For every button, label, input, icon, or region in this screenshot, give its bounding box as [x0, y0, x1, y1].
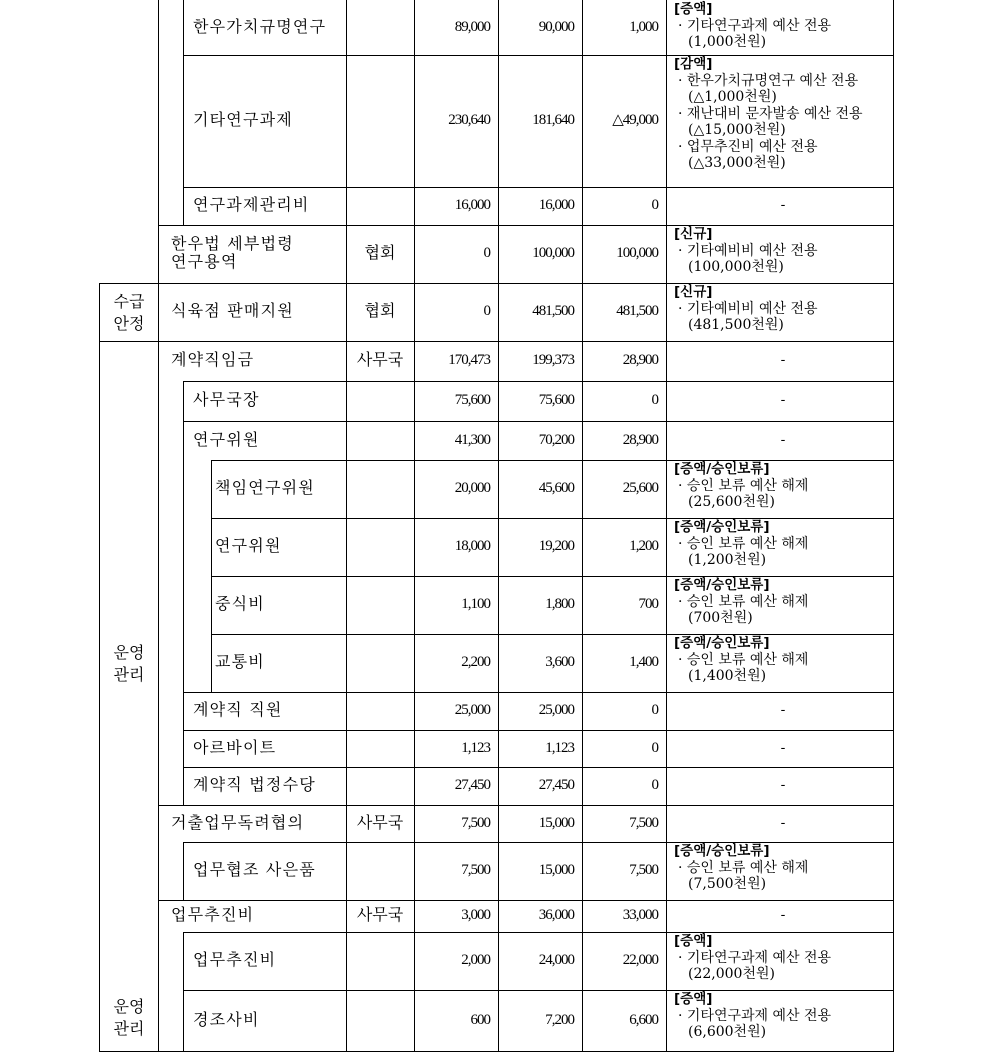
grid-vline — [158, 0, 159, 1052]
prev-amount: 75,600 — [454, 392, 490, 408]
diff-amount: 1,000 — [629, 18, 658, 35]
item-name: 사무국장 — [193, 390, 260, 409]
prev-amount: 170,473 — [448, 352, 490, 368]
note-empty: - — [780, 907, 786, 923]
note-line: · 한우가치규명연구 예산 전용 — [678, 72, 859, 89]
note-empty: - — [780, 702, 786, 718]
note-line: · 재난대비 문자발송 예산 전용 — [678, 105, 863, 122]
note-line: (△33,000천원) — [688, 155, 786, 171]
note-tag: [증액/승인보류] — [674, 519, 770, 535]
diff-amount: 481,500 — [616, 303, 658, 319]
current-amount: 7,200 — [545, 1012, 574, 1028]
prev-amount: 27,450 — [454, 777, 490, 793]
grid-hline — [183, 692, 894, 693]
note-empty: - — [780, 197, 786, 213]
note-tag: [증액] — [674, 933, 713, 949]
category-label: 운영 관리 — [113, 997, 145, 1038]
diff-amount: 6,600 — [629, 1012, 658, 1028]
prev-amount: 25,000 — [454, 702, 490, 718]
prev-amount: 2,200 — [461, 654, 490, 670]
item-name: 업무추진비 — [193, 950, 277, 969]
diff-amount: 28,900 — [622, 352, 658, 368]
grid-hline — [158, 805, 894, 806]
note-line: · 기타연구과제 예산 전용 — [678, 949, 832, 966]
current-amount: 90,000 — [538, 18, 574, 35]
current-amount: 19,200 — [538, 538, 574, 554]
current-amount: 15,000 — [538, 862, 574, 878]
current-amount: 100,000 — [532, 245, 574, 261]
note-empty: - — [780, 814, 786, 831]
diff-amount: 1,200 — [629, 538, 658, 554]
note-line: · 승인 보류 예산 해제 — [678, 859, 809, 876]
grid-vline — [582, 0, 583, 1052]
prev-amount: 18,000 — [454, 538, 490, 554]
item-name: 계약직 법정수당 — [193, 775, 316, 794]
item-name: 연구위원 — [193, 429, 260, 449]
note-cell — [674, 577, 892, 627]
note-empty: - — [780, 777, 786, 793]
grid-vline — [498, 0, 499, 1052]
diff-amount: 0 — [651, 392, 658, 408]
note-line: (481,500천원) — [688, 317, 784, 333]
grid-vline — [346, 0, 347, 1052]
org-cell: 협회 — [364, 243, 396, 262]
current-amount: 15,000 — [538, 814, 574, 831]
note-line: (△1,000천원) — [688, 89, 777, 105]
item-name: 경조사비 — [193, 1010, 260, 1029]
grid-hline — [183, 421, 894, 422]
item-name: 업무추진비 — [171, 905, 255, 924]
current-amount: 36,000 — [538, 907, 574, 923]
current-amount: 199,373 — [532, 352, 574, 368]
category-label: 운영 관리 — [113, 643, 145, 684]
note-cell — [674, 226, 892, 276]
grid-vline — [183, 842, 184, 900]
current-amount: 45,600 — [538, 480, 574, 496]
current-amount: 1,123 — [545, 739, 574, 756]
note-cell — [674, 843, 892, 893]
note-tag: [증액] — [674, 991, 713, 1007]
note-line: · 승인 보류 예산 해제 — [678, 651, 809, 668]
note-tag: [신규] — [674, 284, 713, 300]
diff-amount: 0 — [651, 702, 658, 718]
note-line: · 업무추진비 예산 전용 — [678, 138, 818, 155]
note-line: · 승인 보류 예산 해제 — [678, 535, 809, 552]
grid-vline — [414, 0, 415, 1052]
diff-amount: 25,600 — [622, 480, 658, 496]
note-line: · 승인 보류 예산 해제 — [678, 593, 809, 610]
note-cell — [674, 991, 892, 1041]
grid-vline — [183, 0, 184, 225]
prev-amount: 2,000 — [461, 952, 490, 968]
prev-amount: 1,123 — [461, 739, 490, 756]
item-name: 한우법 세부법령 연구용역 — [171, 234, 294, 271]
note-cell — [674, 56, 892, 172]
note-line: (6,600천원) — [688, 1024, 767, 1040]
note-empty: - — [780, 739, 786, 756]
item-name: 거출업무독려협의 — [171, 812, 305, 832]
current-amount: 16,000 — [538, 197, 574, 213]
note-empty: - — [780, 352, 786, 368]
current-amount: 3,600 — [545, 654, 574, 670]
note-empty: - — [780, 392, 786, 408]
note-tag: [증액] — [674, 1, 713, 17]
note-line: (25,600천원) — [688, 494, 775, 510]
prev-amount: 89,000 — [454, 18, 490, 35]
note-line: (100,000천원) — [688, 259, 784, 275]
grid-hline — [158, 900, 894, 901]
item-name: 교통비 — [215, 652, 265, 671]
diff-amount: 33,000 — [622, 907, 658, 923]
org-cell: 사무국 — [356, 350, 404, 369]
prev-amount: 3,000 — [461, 907, 490, 923]
diff-amount: 1,400 — [629, 654, 658, 670]
item-name: 책임연구위원 — [215, 478, 315, 497]
grid-hline — [183, 730, 894, 731]
note-cell — [674, 1, 892, 51]
note-line: (22,000천원) — [688, 966, 775, 982]
current-amount: 75,600 — [538, 392, 574, 408]
item-name: 중식비 — [215, 594, 265, 613]
item-name: 아르바이트 — [193, 737, 277, 757]
current-amount: 181,640 — [532, 112, 574, 128]
grid-vline — [99, 283, 100, 1052]
item-name: 계약직임금 — [171, 350, 255, 369]
grid-hline — [183, 767, 894, 768]
current-amount: 70,200 — [538, 431, 574, 448]
prev-amount: 0 — [483, 303, 490, 319]
grid-hline — [183, 187, 894, 188]
note-cell — [674, 519, 892, 569]
note-line: · 기타예비비 예산 전용 — [678, 300, 818, 317]
diff-amount: 100,000 — [616, 245, 658, 261]
diff-amount: 0 — [651, 777, 658, 793]
note-cell — [674, 933, 892, 983]
prev-amount: 20,000 — [454, 480, 490, 496]
diff-amount: 28,900 — [622, 431, 658, 448]
diff-amount: △49,000 — [612, 112, 658, 128]
grid-vline — [666, 0, 667, 1052]
org-cell: 협회 — [364, 301, 396, 320]
org-cell: 사무국 — [356, 905, 404, 924]
note-empty: - — [780, 431, 786, 448]
note-line: · 기타연구과제 예산 전용 — [678, 17, 832, 34]
current-amount: 27,450 — [538, 777, 574, 793]
note-line: (1,400천원) — [688, 668, 767, 684]
note-cell — [674, 461, 892, 511]
grid-hline — [183, 381, 894, 382]
item-name: 연구과제관리비 — [193, 195, 310, 214]
diff-amount: 22,000 — [622, 952, 658, 968]
note-line: · 승인 보류 예산 해제 — [678, 477, 809, 494]
note-line: · 기타연구과제 예산 전용 — [678, 1007, 832, 1024]
current-amount: 481,500 — [532, 303, 574, 319]
prev-amount: 7,500 — [461, 862, 490, 878]
prev-amount: 16,000 — [454, 197, 490, 213]
note-line: (700천원) — [688, 610, 753, 626]
current-amount: 25,000 — [538, 702, 574, 718]
category-label: 수급 안정 — [113, 292, 145, 333]
note-line: (1,200천원) — [688, 552, 767, 568]
org-cell: 사무국 — [356, 812, 404, 832]
diff-amount: 7,500 — [629, 814, 658, 831]
prev-amount: 1,100 — [461, 596, 490, 612]
item-name: 계약직 직원 — [193, 700, 283, 719]
note-tag: [증액/승인보류] — [674, 635, 770, 651]
prev-amount: 230,640 — [448, 112, 490, 128]
grid-vline — [893, 0, 894, 1052]
item-name: 식육점 판매지원 — [171, 301, 294, 320]
note-line: · 기타예비비 예산 전용 — [678, 242, 818, 259]
prev-amount: 7,500 — [461, 814, 490, 831]
prev-amount: 0 — [483, 245, 490, 261]
note-tag: [감액] — [674, 56, 713, 72]
note-line: (1,000천원) — [688, 34, 767, 50]
diff-amount: 0 — [651, 197, 658, 213]
diff-amount: 700 — [638, 596, 658, 612]
grid-vline — [183, 381, 184, 805]
item-name: 한우가치규명연구 — [193, 16, 327, 36]
item-name: 연구위원 — [215, 536, 282, 555]
note-tag: [증액/승인보류] — [674, 461, 770, 477]
grid-vline — [183, 932, 184, 1052]
item-name: 기타연구과제 — [193, 110, 293, 129]
item-name: 업무협조 사은품 — [193, 860, 316, 879]
note-tag: [증액/승인보류] — [674, 577, 770, 593]
note-cell — [674, 635, 892, 685]
note-tag: [증액/승인보류] — [674, 843, 770, 859]
grid-hline — [99, 341, 894, 342]
note-cell — [674, 284, 892, 334]
note-tag: [신규] — [674, 226, 713, 242]
note-line: (△15,000천원) — [688, 122, 786, 138]
prev-amount: 41,300 — [454, 431, 490, 448]
current-amount: 24,000 — [538, 952, 574, 968]
diff-amount: 7,500 — [629, 862, 658, 878]
diff-amount: 0 — [651, 739, 658, 756]
prev-amount: 600 — [470, 1012, 490, 1028]
current-amount: 1,800 — [545, 596, 574, 612]
note-line: (7,500천원) — [688, 876, 767, 892]
